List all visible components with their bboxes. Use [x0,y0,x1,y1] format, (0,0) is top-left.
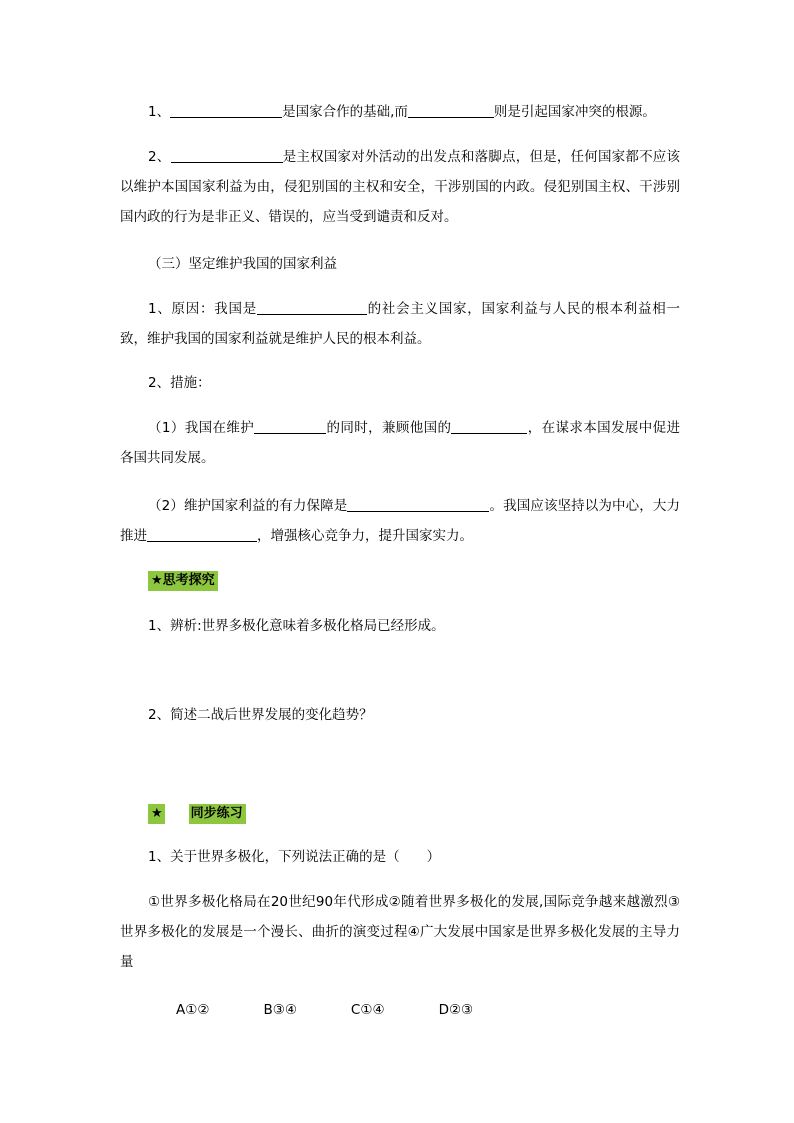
measure-2 [120,491,680,551]
practice-statements: ①世界多极化格局在20世纪90年代形成②随着世界多极化的发展,国际竞争越来越激烈③世界多极化的发展是一个漫长、曲折的演变过程④广大发展中国家是世界多极化发展的主导力量 [120,894,680,970]
blank-line [257,300,367,315]
item-text: 是国家合作的基础,而 [282,104,408,120]
item-text: 是主权国家对外活动的出发点和落脚点，但是，任何国家都不应该以维护本国国家利益为由，侵犯别国的主权和安全，干涉别国的内政。侵犯别国主权、干涉别国内政的行为是非正义、错误的，应当受到谴责和反对。 [120,149,681,225]
measures-label: 2、措施： [148,375,211,391]
item-text: ，增强核心竞争力，提升国家实力。 [257,528,473,544]
item-text: 的社会主义国家，国家利益与人民的根本利益相一致，维护我国的国家利益就是维护人民的根本利益。 [120,301,681,347]
item-text: 则是引起国家冲突的根源。 [493,104,656,120]
blank-line [347,497,489,512]
option-c: C①④ [350,1002,385,1018]
think-section-tag [148,571,218,591]
item-text: 。我国应该坚持以为中心，大力推进 [120,498,681,544]
option-d: D②③ [438,1002,474,1018]
item-number: 2、 [148,149,171,165]
item-text: ，在谋求本国发展中促进各国共同发展。 [120,420,681,466]
item-text: （2）维护国家利益的有力保障是 [148,498,348,514]
tag-label: ★思考探究 [151,573,215,588]
measure-1 [120,413,680,473]
reason-item [120,294,680,354]
blank-line [147,527,257,542]
think-question-2: 2、简述二战后世界发展的变化趋势？ [148,707,373,723]
blank-line [408,103,494,118]
practice-question-1: 1、关于世界多极化，下列说法正确的是（ ） [148,849,441,865]
blank-line [170,103,282,118]
item-text: 的同时，兼顾他国的 [326,420,452,436]
answer-options [120,995,680,1025]
item-text: 1、原因：我国是 [148,301,257,317]
think-question-1: 1、辨析:世界多极化意味着多极化格局已经形成。 [148,618,445,634]
star-icon: ★ [151,806,163,821]
blank-line [254,419,326,434]
tag-label: 同步练习 [190,806,243,821]
fill-item-2 [120,142,680,232]
section-heading: （三）坚定维护我国的国家利益 [148,256,337,272]
practice-section-tag [148,804,246,824]
tag-gap [165,804,189,824]
item-number: 1、 [148,104,171,120]
item-text: （1）我国在维护 [148,420,255,436]
blank-line [451,419,527,434]
blank-line [171,148,283,163]
option-a: A①② [176,1002,210,1018]
option-b: B③④ [263,1002,297,1018]
fill-item-1 [120,97,680,127]
